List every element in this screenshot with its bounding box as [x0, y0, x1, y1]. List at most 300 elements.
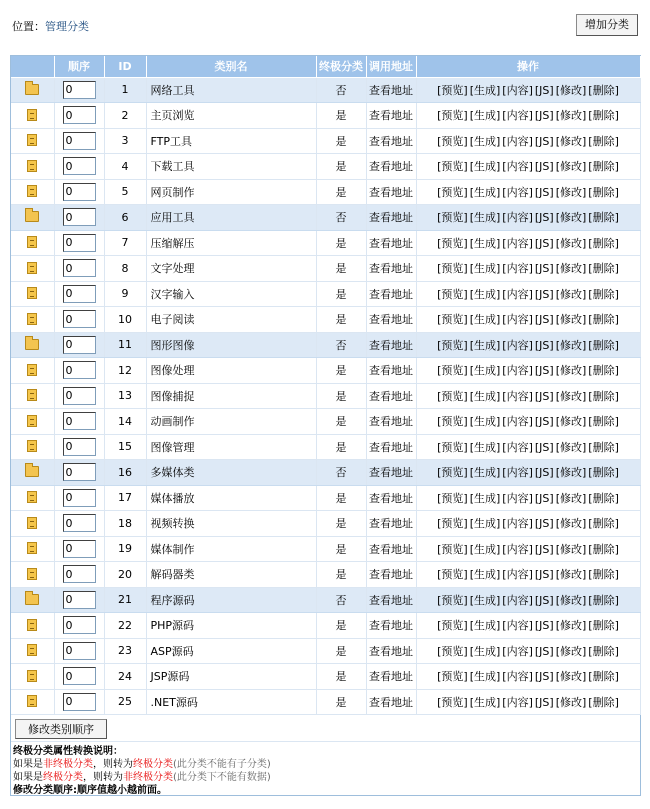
- op-js-link[interactable]: [JS]: [534, 491, 554, 505]
- row-icon-cell: [11, 434, 54, 460]
- op-js-link[interactable]: [JS]: [534, 160, 554, 174]
- op-content-link[interactable]: [内容]: [502, 134, 533, 148]
- op-content-link[interactable]: [内容]: [502, 185, 533, 199]
- category-name-link[interactable]: 网络工具: [150, 83, 195, 97]
- id-cell: 18: [104, 511, 146, 537]
- op-preview-link[interactable]: [预览]: [437, 670, 468, 684]
- category-name-link[interactable]: 网页制作: [150, 185, 195, 199]
- op-js-link[interactable]: [JS]: [534, 109, 554, 123]
- call-cell: [366, 689, 416, 715]
- order-input[interactable]: [63, 106, 96, 124]
- row-icon-cell: [11, 103, 54, 129]
- op-content-link[interactable]: [内容]: [502, 670, 533, 684]
- op-content-link[interactable]: [内容]: [502, 491, 533, 505]
- op-js-link[interactable]: [JS]: [534, 83, 554, 97]
- table-row: [11, 613, 640, 639]
- ops-cell: [416, 485, 640, 511]
- op-generate-link[interactable]: [生成]: [469, 389, 501, 403]
- op-generate-link[interactable]: [生成]: [469, 466, 501, 480]
- row-icon-cell: [11, 307, 54, 333]
- category-name-link[interactable]: .NET源码: [150, 695, 198, 709]
- order-input[interactable]: [63, 565, 96, 583]
- category-name-link[interactable]: 电子阅读: [150, 313, 195, 327]
- order-input[interactable]: [63, 183, 96, 201]
- op-edit-link[interactable]: [修改]: [555, 440, 587, 454]
- op-content-link[interactable]: [内容]: [502, 695, 533, 709]
- op-content-link[interactable]: [内容]: [502, 287, 533, 301]
- id-cell: 23: [104, 638, 146, 664]
- op-preview-link[interactable]: [预览]: [437, 211, 468, 225]
- table-row: [11, 485, 640, 511]
- op-generate-link[interactable]: [生成]: [469, 619, 501, 633]
- category-name-cell: [146, 562, 316, 588]
- op-preview-link[interactable]: [预览]: [437, 262, 468, 276]
- op-edit-link[interactable]: [修改]: [555, 389, 587, 403]
- order-cell: [54, 154, 104, 180]
- notes-line-1: 如果是非终极分类，则转为终极分类(此分类不能有子分类): [13, 759, 271, 770]
- file-icon: [27, 568, 37, 580]
- category-name-link[interactable]: 应用工具: [150, 211, 195, 225]
- call-cell: [366, 383, 416, 409]
- op-preview-link[interactable]: [预览]: [437, 83, 468, 97]
- op-delete-link[interactable]: [删除]: [588, 593, 619, 607]
- view-address-link[interactable]: 查看地址: [369, 109, 413, 123]
- op-js-link[interactable]: [JS]: [534, 695, 554, 709]
- table-row: [11, 307, 640, 333]
- row-icon-cell: [11, 77, 54, 103]
- breadcrumb-prefix: 位置：: [12, 20, 45, 33]
- op-content-link[interactable]: [内容]: [502, 415, 533, 429]
- op-edit-link[interactable]: [修改]: [555, 517, 587, 531]
- call-cell: [366, 485, 416, 511]
- update-order-button[interactable]: 修改类别顺序: [15, 719, 107, 739]
- order-input[interactable]: [63, 336, 96, 354]
- op-preview-link[interactable]: [预览]: [437, 185, 468, 199]
- op-preview-link[interactable]: [预览]: [437, 440, 468, 454]
- op-content-link[interactable]: [内容]: [502, 466, 533, 480]
- op-delete-link[interactable]: [删除]: [588, 313, 619, 327]
- op-js-link[interactable]: [JS]: [534, 211, 554, 225]
- op-content-link[interactable]: [内容]: [502, 389, 533, 403]
- ops-cell: [416, 230, 640, 256]
- view-address-link[interactable]: 查看地址: [369, 262, 413, 276]
- op-delete-link[interactable]: [删除]: [588, 695, 619, 709]
- op-content-link[interactable]: [内容]: [502, 109, 533, 123]
- view-address-link[interactable]: 查看地址: [369, 568, 413, 582]
- view-address-link[interactable]: 查看地址: [369, 670, 413, 684]
- category-name-link[interactable]: 汉字输入: [150, 287, 195, 301]
- order-input[interactable]: [63, 438, 96, 456]
- op-preview-link[interactable]: [预览]: [437, 491, 468, 505]
- view-address-link[interactable]: 查看地址: [369, 491, 413, 505]
- op-edit-link[interactable]: [修改]: [555, 542, 587, 556]
- view-address-link[interactable]: 查看地址: [369, 211, 413, 225]
- order-cell: [54, 332, 104, 358]
- op-delete-link[interactable]: [删除]: [588, 644, 619, 658]
- order-input[interactable]: [63, 642, 96, 660]
- op-generate-link[interactable]: [生成]: [469, 287, 501, 301]
- op-edit-link[interactable]: [修改]: [555, 313, 587, 327]
- op-generate-link[interactable]: [生成]: [469, 338, 501, 352]
- row-icon-cell: [11, 638, 54, 664]
- op-delete-link[interactable]: [删除]: [588, 619, 619, 633]
- op-edit-link[interactable]: [修改]: [555, 466, 587, 480]
- order-input[interactable]: [63, 591, 96, 609]
- op-preview-link[interactable]: [预览]: [437, 313, 468, 327]
- call-cell: [366, 562, 416, 588]
- notes-title: 终极分类属性转换说明：: [13, 746, 123, 757]
- op-generate-link[interactable]: [生成]: [469, 211, 501, 225]
- op-delete-link[interactable]: [删除]: [588, 466, 619, 480]
- id-cell: 24: [104, 664, 146, 690]
- view-address-link[interactable]: 查看地址: [369, 185, 413, 199]
- category-name-link[interactable]: JSP源码: [150, 670, 190, 684]
- table-row: [11, 434, 640, 460]
- op-js-link[interactable]: [JS]: [534, 568, 554, 582]
- op-generate-link[interactable]: [生成]: [469, 440, 501, 454]
- order-input[interactable]: [63, 387, 96, 405]
- op-js-link[interactable]: [JS]: [534, 415, 554, 429]
- breadcrumb-link[interactable]: 管理分类: [45, 20, 89, 33]
- table-row: [11, 511, 640, 537]
- op-generate-link[interactable]: [生成]: [469, 109, 501, 123]
- order-input[interactable]: [63, 310, 96, 328]
- op-preview-link[interactable]: [预览]: [437, 389, 468, 403]
- op-content-link[interactable]: [内容]: [502, 542, 533, 556]
- op-content-link[interactable]: [内容]: [502, 644, 533, 658]
- order-input[interactable]: [63, 259, 96, 277]
- order-input[interactable]: [63, 693, 96, 711]
- id-cell: 15: [104, 434, 146, 460]
- order-input[interactable]: [63, 412, 96, 430]
- folder-icon: [25, 594, 39, 605]
- op-js-link[interactable]: [JS]: [534, 542, 554, 556]
- order-input[interactable]: [63, 132, 96, 150]
- category-name-link[interactable]: 媒体制作: [150, 542, 195, 556]
- op-preview-link[interactable]: [预览]: [437, 466, 468, 480]
- view-address-link[interactable]: 查看地址: [369, 338, 413, 352]
- op-js-link[interactable]: [JS]: [534, 440, 554, 454]
- category-name-link[interactable]: 程序源码: [150, 593, 195, 607]
- op-generate-link[interactable]: [生成]: [469, 134, 501, 148]
- op-delete-link[interactable]: [删除]: [588, 670, 619, 684]
- view-address-link[interactable]: 查看地址: [369, 160, 413, 174]
- final-cell: 否: [316, 460, 366, 486]
- view-address-link[interactable]: 查看地址: [369, 593, 413, 607]
- op-delete-link[interactable]: [删除]: [588, 415, 619, 429]
- order-input[interactable]: [63, 361, 96, 379]
- op-generate-link[interactable]: [生成]: [469, 644, 501, 658]
- view-address-link[interactable]: 查看地址: [369, 542, 413, 556]
- op-content-link[interactable]: [内容]: [502, 593, 533, 607]
- op-edit-link[interactable]: [修改]: [555, 593, 587, 607]
- order-input[interactable]: [63, 208, 96, 226]
- op-preview-link[interactable]: [预览]: [437, 619, 468, 633]
- view-address-link[interactable]: 查看地址: [369, 236, 413, 250]
- order-cell: [54, 638, 104, 664]
- row-icon-cell: [11, 460, 54, 486]
- op-edit-link[interactable]: [修改]: [555, 211, 587, 225]
- view-address-link[interactable]: 查看地址: [369, 440, 413, 454]
- call-cell: [366, 307, 416, 333]
- view-address-link[interactable]: 查看地址: [369, 644, 413, 658]
- op-generate-link[interactable]: [生成]: [469, 185, 501, 199]
- file-icon: [27, 160, 37, 172]
- op-edit-link[interactable]: [修改]: [555, 134, 587, 148]
- op-content-link[interactable]: [内容]: [502, 568, 533, 582]
- op-preview-link[interactable]: [预览]: [437, 695, 468, 709]
- op-content-link[interactable]: [内容]: [502, 211, 533, 225]
- file-icon: [27, 236, 37, 248]
- op-generate-link[interactable]: [生成]: [469, 415, 501, 429]
- op-preview-link[interactable]: [预览]: [437, 109, 468, 123]
- id-cell: 12: [104, 358, 146, 384]
- order-input[interactable]: [63, 463, 96, 481]
- row-icon-cell: [11, 689, 54, 715]
- op-delete-link[interactable]: [删除]: [588, 491, 619, 505]
- op-edit-link[interactable]: [修改]: [555, 83, 587, 97]
- op-preview-link[interactable]: [预览]: [437, 644, 468, 658]
- table-row: [11, 587, 640, 613]
- op-delete-link[interactable]: [删除]: [588, 568, 619, 582]
- category-name-link[interactable]: ASP源码: [150, 644, 194, 658]
- op-preview-link[interactable]: [预览]: [437, 593, 468, 607]
- op-delete-link[interactable]: [删除]: [588, 211, 619, 225]
- op-preview-link[interactable]: [预览]: [437, 160, 468, 174]
- op-edit-link[interactable]: [修改]: [555, 619, 587, 633]
- op-generate-link[interactable]: [生成]: [469, 568, 501, 582]
- op-edit-link[interactable]: [修改]: [555, 236, 587, 250]
- category-name-link[interactable]: 图像处理: [150, 364, 195, 378]
- op-generate-link[interactable]: [生成]: [469, 593, 501, 607]
- op-delete-link[interactable]: [删除]: [588, 160, 619, 174]
- top-bar: [10, 14, 640, 38]
- category-name-link[interactable]: 视频转换: [150, 517, 195, 531]
- op-js-link[interactable]: [JS]: [534, 364, 554, 378]
- view-address-link[interactable]: 查看地址: [369, 134, 413, 148]
- op-preview-link[interactable]: [预览]: [437, 338, 468, 352]
- op-generate-link[interactable]: [生成]: [469, 670, 501, 684]
- op-delete-link[interactable]: [删除]: [588, 83, 619, 97]
- op-js-link[interactable]: [JS]: [534, 619, 554, 633]
- category-name-link[interactable]: 图像捕捉: [150, 389, 195, 403]
- category-panel: [10, 55, 641, 796]
- op-js-link[interactable]: [JS]: [534, 262, 554, 276]
- row-icon-cell: [11, 409, 54, 435]
- op-js-link[interactable]: [JS]: [534, 517, 554, 531]
- op-delete-link[interactable]: [删除]: [588, 185, 619, 199]
- op-delete-link[interactable]: [删除]: [588, 517, 619, 531]
- order-input[interactable]: [63, 81, 96, 99]
- view-address-link[interactable]: 查看地址: [369, 466, 413, 480]
- order-input[interactable]: [63, 514, 96, 532]
- ops-cell: [416, 409, 640, 435]
- op-edit-link[interactable]: [修改]: [555, 695, 587, 709]
- op-preview-link[interactable]: [预览]: [437, 542, 468, 556]
- category-name-link[interactable]: 压缩解压: [150, 236, 195, 250]
- op-preview-link[interactable]: [预览]: [437, 517, 468, 531]
- op-delete-link[interactable]: [删除]: [588, 236, 619, 250]
- op-generate-link[interactable]: [生成]: [469, 491, 501, 505]
- table-row: [11, 77, 640, 103]
- order-input[interactable]: [63, 540, 96, 558]
- op-generate-link[interactable]: [生成]: [469, 364, 501, 378]
- order-input[interactable]: [63, 285, 96, 303]
- table-row: [11, 536, 640, 562]
- order-input[interactable]: [63, 489, 96, 507]
- op-preview-link[interactable]: [预览]: [437, 134, 468, 148]
- final-cell: 是: [316, 383, 366, 409]
- category-name-link[interactable]: 媒体播放: [150, 491, 195, 505]
- file-icon: [27, 134, 37, 146]
- op-edit-link[interactable]: [修改]: [555, 568, 587, 582]
- op-generate-link[interactable]: [生成]: [469, 83, 501, 97]
- op-generate-link[interactable]: [生成]: [469, 236, 501, 250]
- category-name-link[interactable]: 下载工具: [150, 160, 195, 174]
- op-edit-link[interactable]: [修改]: [555, 109, 587, 123]
- category-name-link[interactable]: 主页浏览: [150, 109, 195, 123]
- op-edit-link[interactable]: [修改]: [555, 364, 587, 378]
- op-edit-link[interactable]: [修改]: [555, 670, 587, 684]
- view-address-link[interactable]: 查看地址: [369, 287, 413, 301]
- op-content-link[interactable]: [内容]: [502, 160, 533, 174]
- final-cell: 是: [316, 103, 366, 129]
- view-address-link[interactable]: 查看地址: [369, 619, 413, 633]
- call-cell: [366, 613, 416, 639]
- op-edit-link[interactable]: [修改]: [555, 338, 587, 352]
- op-edit-link[interactable]: [修改]: [555, 185, 587, 199]
- ops-cell: [416, 103, 640, 129]
- id-cell: 10: [104, 307, 146, 333]
- op-content-link[interactable]: [内容]: [502, 364, 533, 378]
- op-generate-link[interactable]: [生成]: [469, 313, 501, 327]
- op-delete-link[interactable]: [删除]: [588, 389, 619, 403]
- op-edit-link[interactable]: [修改]: [555, 160, 587, 174]
- category-name-cell: [146, 358, 316, 384]
- ops-cell: [416, 613, 640, 639]
- op-edit-link[interactable]: [修改]: [555, 287, 587, 301]
- op-delete-link[interactable]: [删除]: [588, 364, 619, 378]
- row-icon-cell: [11, 613, 54, 639]
- final-cell: 是: [316, 511, 366, 537]
- op-generate-link[interactable]: [生成]: [469, 160, 501, 174]
- op-edit-link[interactable]: [修改]: [555, 415, 587, 429]
- op-generate-link[interactable]: [生成]: [469, 542, 501, 556]
- op-delete-link[interactable]: [删除]: [588, 440, 619, 454]
- op-delete-link[interactable]: [删除]: [588, 134, 619, 148]
- op-js-link[interactable]: [JS]: [534, 466, 554, 480]
- op-content-link[interactable]: [内容]: [502, 440, 533, 454]
- op-generate-link[interactable]: [生成]: [469, 517, 501, 531]
- op-delete-link[interactable]: [删除]: [588, 338, 619, 352]
- header-call: 调用地址: [366, 56, 416, 77]
- file-icon: [27, 415, 37, 427]
- op-preview-link[interactable]: [预览]: [437, 415, 468, 429]
- call-cell: [366, 205, 416, 231]
- op-preview-link[interactable]: [预览]: [437, 568, 468, 582]
- op-content-link[interactable]: [内容]: [502, 262, 533, 276]
- op-edit-link[interactable]: [修改]: [555, 491, 587, 505]
- category-name-link[interactable]: 图形图像: [150, 338, 195, 352]
- op-js-link[interactable]: [JS]: [534, 389, 554, 403]
- table-header: [11, 56, 640, 77]
- category-name-cell: [146, 205, 316, 231]
- category-name-link[interactable]: PHP源码: [150, 619, 195, 633]
- call-cell: [366, 332, 416, 358]
- op-edit-link[interactable]: [修改]: [555, 262, 587, 276]
- op-js-link[interactable]: [JS]: [534, 670, 554, 684]
- view-address-link[interactable]: 查看地址: [369, 517, 413, 531]
- file-icon: [27, 542, 37, 554]
- op-content-link[interactable]: [内容]: [502, 517, 533, 531]
- op-content-link[interactable]: [内容]: [502, 338, 533, 352]
- file-icon: [27, 287, 37, 299]
- op-js-link[interactable]: [JS]: [534, 313, 554, 327]
- table-row: [11, 638, 640, 664]
- op-delete-link[interactable]: [删除]: [588, 109, 619, 123]
- op-js-link[interactable]: [JS]: [534, 185, 554, 199]
- view-address-link[interactable]: 查看地址: [369, 415, 413, 429]
- view-address-link[interactable]: 查看地址: [369, 364, 413, 378]
- op-generate-link[interactable]: [生成]: [469, 695, 501, 709]
- op-content-link[interactable]: [内容]: [502, 236, 533, 250]
- category-name-link[interactable]: FTP工具: [150, 134, 192, 148]
- op-js-link[interactable]: [JS]: [534, 134, 554, 148]
- table-row: [11, 358, 640, 384]
- op-generate-link[interactable]: [生成]: [469, 262, 501, 276]
- op-js-link[interactable]: [JS]: [534, 338, 554, 352]
- view-address-link[interactable]: 查看地址: [369, 389, 413, 403]
- op-edit-link[interactable]: [修改]: [555, 644, 587, 658]
- final-cell: 是: [316, 307, 366, 333]
- op-delete-link[interactable]: [删除]: [588, 262, 619, 276]
- op-preview-link[interactable]: [预览]: [437, 236, 468, 250]
- op-delete-link[interactable]: [删除]: [588, 287, 619, 301]
- view-address-link[interactable]: 查看地址: [369, 313, 413, 327]
- order-input[interactable]: [63, 157, 96, 175]
- header-ops: 操作: [416, 56, 640, 77]
- category-name-link[interactable]: 动画制作: [150, 415, 195, 429]
- id-cell: 3: [104, 128, 146, 154]
- order-input[interactable]: [63, 234, 96, 252]
- op-content-link[interactable]: [内容]: [502, 83, 533, 97]
- category-name-cell: [146, 689, 316, 715]
- op-delete-link[interactable]: [删除]: [588, 542, 619, 556]
- op-content-link[interactable]: [内容]: [502, 313, 533, 327]
- op-js-link[interactable]: [JS]: [534, 287, 554, 301]
- category-name-link[interactable]: 文字处理: [150, 262, 195, 276]
- op-content-link[interactable]: [内容]: [502, 619, 533, 633]
- op-js-link[interactable]: [JS]: [534, 593, 554, 607]
- call-cell: [366, 638, 416, 664]
- category-name-link[interactable]: 图像管理: [150, 440, 195, 454]
- op-preview-link[interactable]: [预览]: [437, 364, 468, 378]
- op-preview-link[interactable]: [预览]: [437, 287, 468, 301]
- call-cell: [366, 409, 416, 435]
- category-name-link[interactable]: 多媒体类: [150, 466, 195, 480]
- category-name-link[interactable]: 解码器类: [150, 568, 195, 582]
- table-row: [11, 281, 640, 307]
- order-cell: [54, 613, 104, 639]
- add-category-button[interactable]: 增加分类: [576, 14, 638, 36]
- view-address-link[interactable]: 查看地址: [369, 83, 413, 97]
- op-js-link[interactable]: [JS]: [534, 644, 554, 658]
- order-input[interactable]: [63, 667, 96, 685]
- view-address-link[interactable]: 查看地址: [369, 695, 413, 709]
- order-cell: [54, 307, 104, 333]
- op-js-link[interactable]: [JS]: [534, 236, 554, 250]
- order-input[interactable]: [63, 616, 96, 634]
